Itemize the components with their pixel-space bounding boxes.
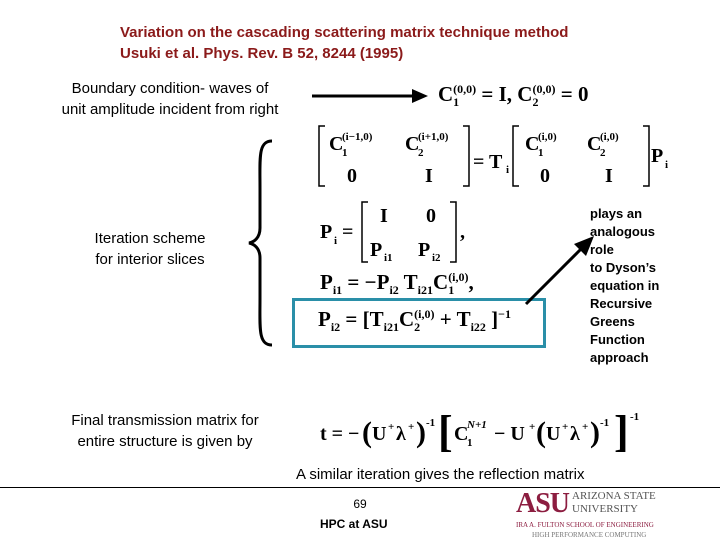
iteration-scheme-label (55, 228, 245, 270)
asu-mark: ASU (516, 488, 570, 519)
svg-text:t = −: t = − (320, 423, 360, 445)
svg-text:C: C (405, 133, 420, 155)
svg-text:i2: i2 (432, 252, 441, 264)
svg-text:-1: -1 (600, 417, 610, 429)
note-line: approach (590, 350, 649, 365)
right-arrow-icon (310, 86, 430, 106)
diagonal-arrow-icon (520, 230, 600, 310)
svg-text:0: 0 (540, 165, 550, 187)
svg-text:C: C (454, 423, 469, 445)
svg-text:): ) (590, 416, 600, 449)
svg-text:i: i (506, 164, 510, 176)
svg-text:(i,0): (i,0) (600, 131, 619, 143)
iteration-label-line-2: for interior slices (95, 251, 205, 268)
svg-text:(i−1,0): (i−1,0) (342, 131, 373, 143)
dyson-note (590, 205, 659, 367)
svg-text:I: I (380, 205, 388, 227)
svg-text:1: 1 (342, 147, 348, 159)
svg-text:λ: λ (570, 423, 580, 445)
svg-text:(i,0): (i,0) (538, 131, 557, 143)
svg-text:+: + (562, 421, 569, 433)
svg-text:-1: -1 (426, 417, 436, 429)
svg-text:P: P (320, 221, 333, 243)
svg-text:(i+1,0): (i+1,0) (418, 131, 449, 143)
note-line: analogous (590, 224, 656, 239)
note-line: Recursive (590, 296, 653, 311)
svg-text:C: C (329, 133, 344, 155)
final-label-line-1: Final transmission matrix for (71, 412, 259, 429)
boundary-label-line-1: Boundary condition- waves of (71, 80, 269, 97)
svg-text:+: + (582, 421, 589, 433)
course-label: HPC at ASU (320, 517, 388, 531)
title-line-2: Usuki et al. Phys. Rev. B 52, 8244 (1995) (120, 45, 404, 62)
svg-text:C: C (587, 133, 602, 155)
reflection-note: A similar iteration gives the reflection matrix (296, 466, 585, 483)
asu-logo (516, 488, 716, 540)
page-number: 69 (353, 497, 367, 511)
svg-text:1: 1 (467, 437, 473, 449)
note-line: Greens (590, 314, 635, 329)
svg-text:i1: i1 (384, 252, 393, 264)
pi1-equation: $P_{i1} = -P_{i2}$ $T_{i21}C_1^{(i,0)}$, (320, 270, 474, 298)
asu-name-line-1: ARIZONA STATE (572, 490, 656, 502)
svg-text:i: i (665, 159, 669, 171)
svg-text:0: 0 (426, 205, 436, 227)
pi-matrix-equation (318, 196, 478, 268)
svg-text:P: P (651, 145, 664, 167)
svg-text:C: C (525, 133, 540, 155)
svg-text:2: 2 (600, 147, 606, 159)
svg-text:-1: -1 (630, 411, 640, 423)
svg-text:2: 2 (418, 147, 424, 159)
asu-name-line-2: UNIVERSITY (572, 503, 638, 515)
svg-text:U: U (546, 423, 561, 445)
slide-title (120, 22, 568, 64)
svg-text:i: i (334, 235, 338, 247)
svg-text:+: + (388, 421, 395, 433)
boundary-condition-label (30, 78, 310, 120)
title-line-1: Variation on the cascading scattering matrix technique method (120, 24, 569, 41)
group-name: HIGH PERFORMANCE COMPUTING (532, 531, 647, 539)
recursion-equation (315, 120, 669, 192)
svg-text:]: ] (614, 407, 629, 456)
boundary-label-line-2: unit amplitude incident from right (61, 101, 279, 118)
school-name: IRA A. FULTON SCHOOL OF ENGINEERING (516, 521, 654, 529)
pi2-equation: $P_{i2} = [T_{i21}C_2^{(i,0)} + T_{i22}$ ]$^{-1}$ (318, 307, 512, 335)
svg-text:+: + (408, 421, 415, 433)
note-line: role (590, 242, 614, 257)
svg-text:λ: λ (396, 423, 406, 445)
iteration-label-line-1: Iteration scheme (94, 230, 206, 247)
svg-text:N+1: N+1 (467, 419, 487, 431)
note-line: to Dyson’s (590, 260, 656, 275)
svg-text:I: I (425, 165, 433, 187)
svg-text:1: 1 (538, 147, 544, 159)
boundary-equation: $C_1^{(0,0)} = I$, $C_2^{(0,0)} = 0$ (438, 82, 589, 110)
svg-text:P: P (370, 239, 383, 261)
svg-text:=: = (342, 221, 354, 243)
note-line: equation in (590, 278, 660, 293)
svg-text:,: , (460, 221, 465, 243)
final-label-line-2: entire structure is given by (77, 433, 253, 450)
svg-text:P: P (418, 239, 431, 261)
curly-brace-icon (246, 138, 276, 348)
svg-text:U: U (372, 423, 387, 445)
svg-text:): ) (416, 416, 426, 449)
note-line: Function (590, 332, 645, 347)
transmission-equation (318, 400, 658, 456)
svg-text:0: 0 (347, 165, 357, 187)
svg-text:(: ( (362, 416, 372, 449)
svg-text:(: ( (536, 416, 546, 449)
svg-text:= T: = T (473, 151, 503, 173)
svg-text:+: + (529, 421, 536, 433)
svg-text:I: I (605, 165, 613, 187)
note-line: plays an (590, 206, 643, 221)
final-transmission-label (40, 410, 290, 452)
svg-text:[: [ (438, 407, 453, 456)
svg-text:− U: − U (494, 423, 525, 445)
